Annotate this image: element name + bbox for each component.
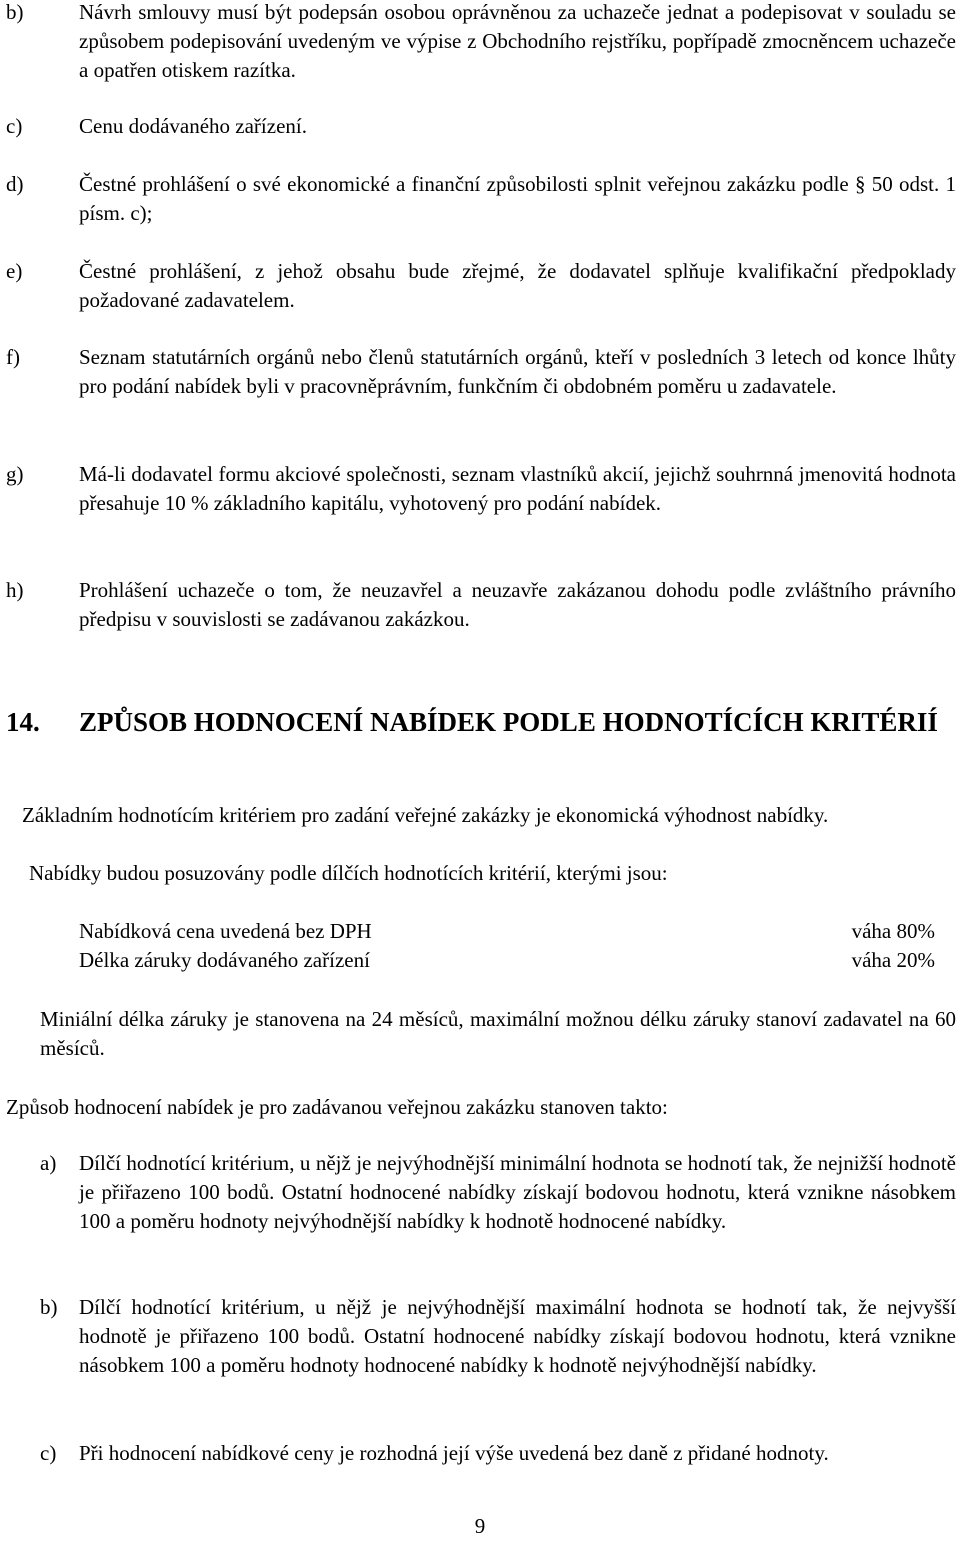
criterion-name: Nabídková cena uvedená bez DPH <box>79 919 372 943</box>
method-item-label: a) <box>40 1151 57 1175</box>
list-item-label: f) <box>6 345 20 369</box>
method-item-text: Při hodnocení nabídkové ceny je rozhodná její výše uvedená bez daně z přidané hodnoty. <box>79 1441 829 1465</box>
list-item-text: Seznam statutárních orgánů nebo členů statutárních orgánů, kteří v posledních 3 letech od konce lhůty pro podání nabídek byli v pracovněprávním, funkčním či obdobném poměru u zadavatele. <box>79 345 956 398</box>
method-item <box>40 1149 956 1236</box>
method-item-text: Dílčí hodnotící kritérium, u nějž je nejvýhodnější minimální hodnota se hodnotí tak, že nejnižší hodnotě je přiřazeno 100 bodů. Ostatní hodnocené nabídky získají bodovou hodnotu, která vznikne násobkem 100 a poměru hodnoty nejvýhodnější nabídky k hodnotě hodnocené nabídky. <box>79 1151 956 1233</box>
criterion-name: Délka záruky dodávaného zařízení <box>79 948 370 972</box>
list-item-label: e) <box>6 259 23 283</box>
intro-paragraph: Základním hodnotícím kritériem pro zadání veřejné zakázky je ekonomická výhodnost nabídky. <box>22 803 829 827</box>
list-item <box>6 257 956 315</box>
list-item-label: g) <box>6 462 24 486</box>
criteria-intro: Nabídky budou posuzovány podle dílčích hodnotících kritérií, kterými jsou: <box>29 861 668 885</box>
method-intro: Způsob hodnocení nabídek je pro zadávanou veřejnou zakázku stanoven takto: <box>6 1095 668 1119</box>
list-item-label: h) <box>6 578 24 602</box>
list-item <box>6 460 956 518</box>
list-item-label: c) <box>6 114 23 138</box>
list-item <box>6 170 956 228</box>
section-number: 14. <box>6 707 40 737</box>
list-item-text: Návrh smlouvy musí být podepsán osobou oprávněnou za uchazeče jednat a podepisovat v souladu se způsobem podepisování uvedeným ve výpise z Obchodního rejstříku, popřípadě zmocněncem uchazeče a opatřen otiskem razítka. <box>79 0 956 82</box>
method-item <box>40 1293 956 1380</box>
list-item-text: Cenu dodávaného zařízení. <box>79 114 307 138</box>
list-item-label: d) <box>6 172 24 196</box>
list-item <box>6 0 956 85</box>
method-item-text: Dílčí hodnotící kritérium, u nějž je nejvýhodnější maximální hodnota se hodnotí tak, že nejvyšší hodnotě je přiřazeno 100 bodů. Ostatní hodnocené nabídky získají bodovou hodnotu, která vznikne násobkem 100 a poměru hodnoty hodnocené nabídky k hodnotě nejvýhodnější nabídky. <box>79 1295 956 1377</box>
warranty-note: Miniální délka záruky je stanovena na 24 měsíců, maximální možnou délku záruky stanoví zadavatel na 60 měsíců. <box>40 1007 956 1060</box>
list-item <box>6 576 956 634</box>
list-item <box>6 112 956 141</box>
list-item-text: Má-li dodavatel formu akciové společnosti, seznam vlastníků akcií, jejichž souhrnná jmenovitá hodnota přesahuje 10 % základního kapitálu, vyhotovený pro podání nabídek. <box>79 462 956 515</box>
section-heading <box>6 705 956 739</box>
method-item-label: c) <box>40 1441 57 1465</box>
list-item-text: Prohlášení uchazeče o tom, že neuzavřel a neuzavře zakázanou dohodu podle zvláštního právního předpisu v souvislosti se zadávanou zakázkou. <box>79 578 956 631</box>
method-item <box>40 1439 956 1468</box>
criterion-weight: váha 20% <box>851 948 935 972</box>
method-item-label: b) <box>40 1295 58 1319</box>
page-number: 9 <box>474 1514 486 1538</box>
list-item-text: Čestné prohlášení o své ekonomické a finanční způsobilosti splnit veřejnou zakázku podle § 50 odst. 1 písm. c); <box>79 172 956 225</box>
criterion-weight: váha 80% <box>851 919 935 943</box>
list-item <box>6 343 956 401</box>
list-item-label: b) <box>6 0 24 24</box>
section-title: ZPŮSOB HODNOCENÍ NABÍDEK PODLE HODNOTÍCÍCH KRITÉRIÍ <box>79 707 938 737</box>
list-item-text: Čestné prohlášení, z jehož obsahu bude zřejmé, že dodavatel splňuje kvalifikační předpoklady požadované zadavatelem. <box>79 259 956 312</box>
